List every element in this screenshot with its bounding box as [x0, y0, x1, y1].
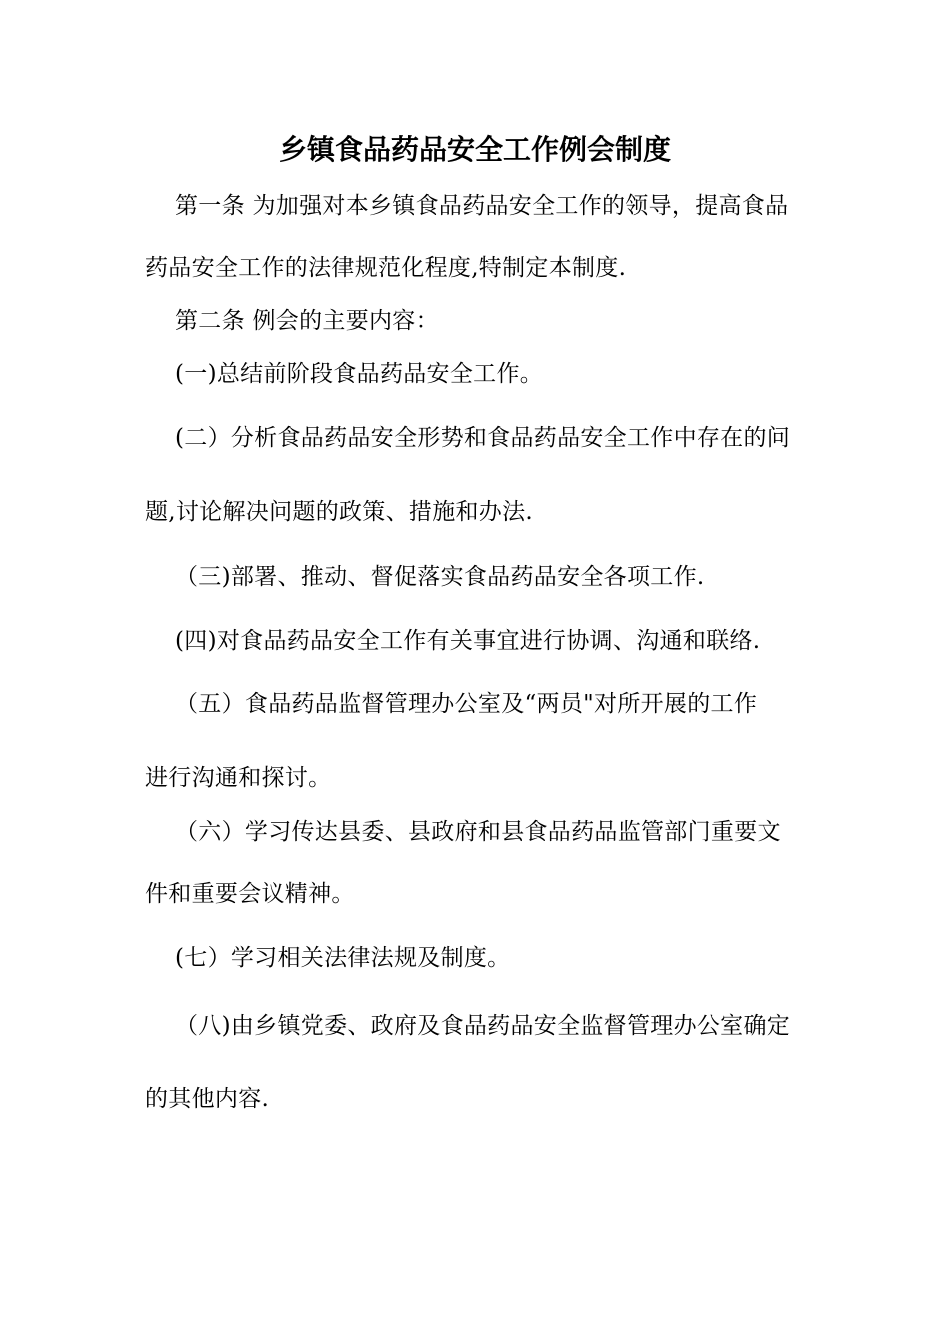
document-title: 乡镇食品药品安全工作例会制度	[278, 133, 671, 166]
item-6-line-2: 件和重要会议精神。	[145, 881, 355, 907]
item-6-line-1: （六）学习传达县委、县政府和县食品药品监管部门重要文	[175, 819, 781, 845]
article-1-line-1: 第一条 为加强对本乡镇食品药品安全工作的领导，提高食品	[175, 193, 789, 219]
item-5-line-2: 进行沟通和探讨。	[145, 765, 332, 791]
item-8-line-2: 的其他内容.	[145, 1086, 270, 1112]
item-5-line-1: （五）食品药品监督管理办公室及“两员"对所开展的工作	[175, 691, 758, 717]
item-7: (七）学习相关法律法规及制度。	[175, 945, 511, 971]
item-1: (一)总结前阶段食品药品安全工作。	[175, 361, 544, 387]
article-1-line-2: 药品安全工作的法律规范化程度,特制定本制度.	[145, 255, 627, 281]
item-3: （三)部署、推动、督促落实食品药品安全各项工作.	[175, 564, 705, 590]
item-4: (四)对食品药品安全工作有关事宜进行协调、沟通和联络.	[175, 628, 761, 654]
item-2-line-2: 题,讨论解决问题的政策、措施和办法.	[145, 499, 534, 525]
item-8-line-1: （八)由乡镇党委、政府及食品药品安全监督管理办公室确定	[175, 1013, 791, 1039]
item-2-line-1: (二）分析食品药品安全形势和食品药品安全工作中存在的问	[175, 425, 791, 451]
article-2-heading: 第二条 例会的主要内容：	[175, 308, 439, 334]
